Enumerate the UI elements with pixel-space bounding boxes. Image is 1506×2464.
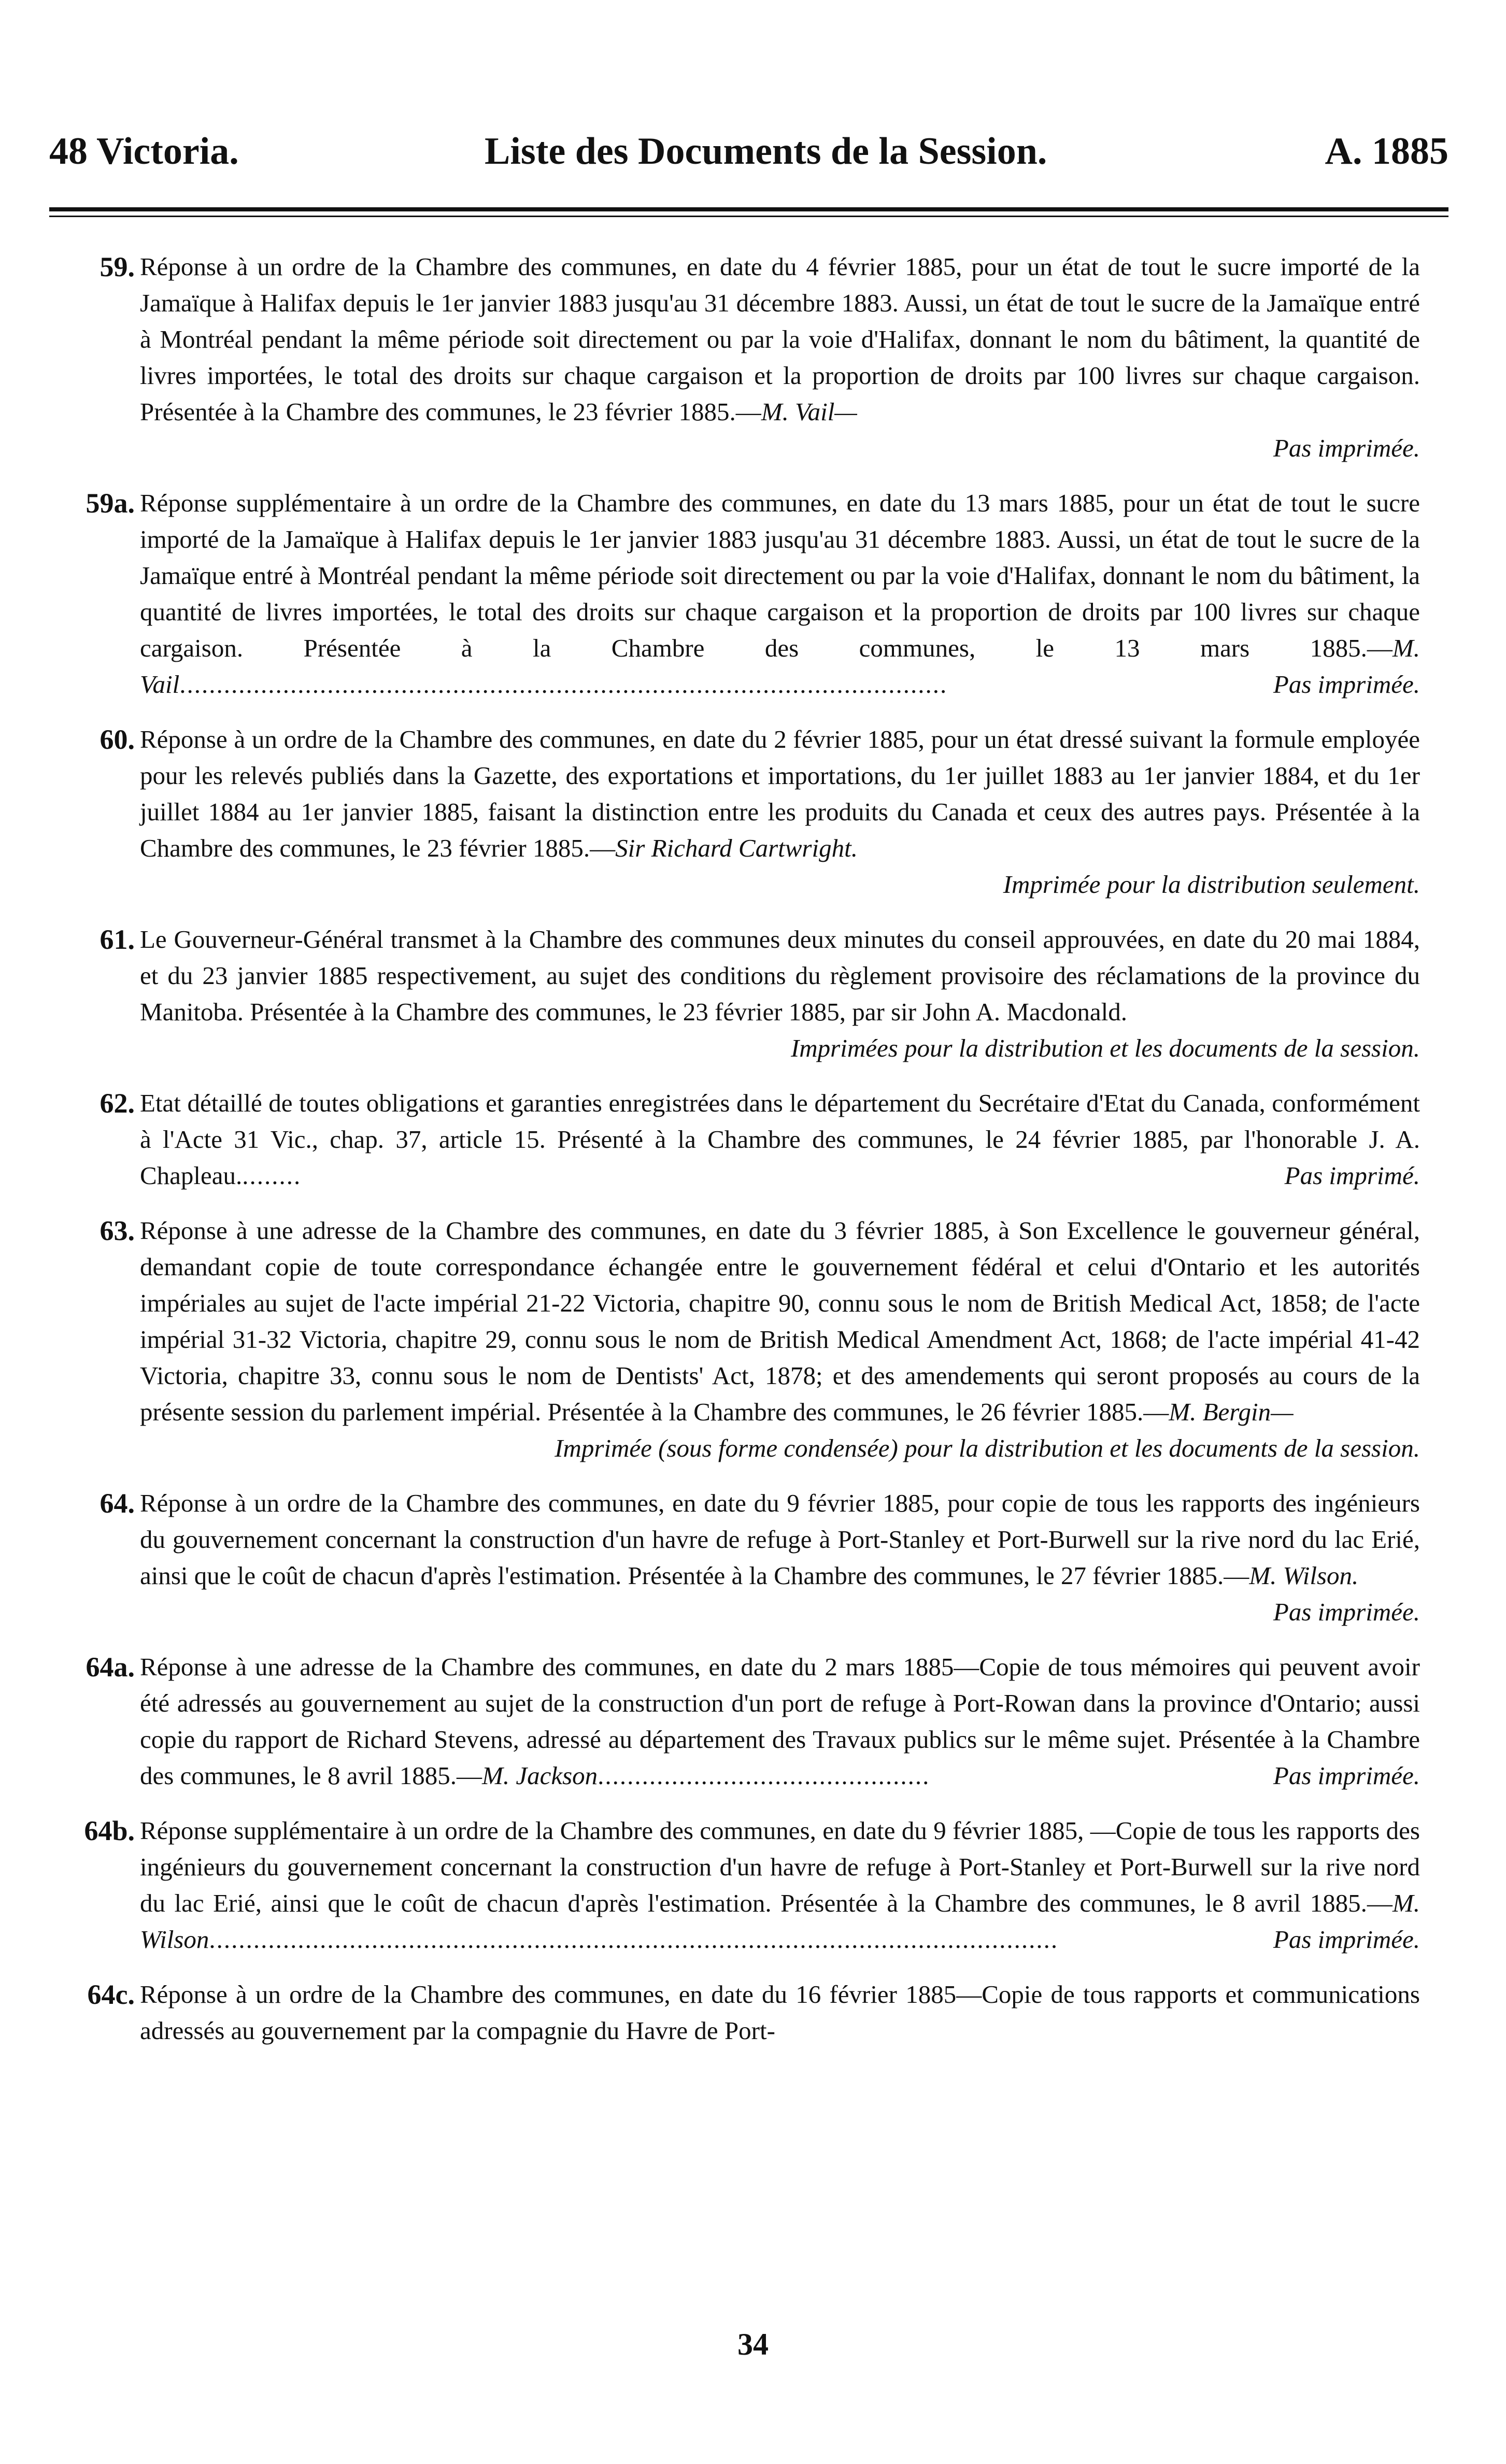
entry-number: 59a. bbox=[86, 488, 135, 519]
entry-number: 64. bbox=[100, 1488, 135, 1519]
entry-status: Pas imprimée. bbox=[1273, 434, 1420, 462]
entry-status: Pas imprimé. bbox=[1284, 1161, 1420, 1190]
document-entry bbox=[100, 921, 1420, 1066]
header-rule-thick bbox=[49, 207, 1448, 211]
entry-number: 63. bbox=[100, 1215, 135, 1246]
entry-presenter: M. Vail— bbox=[761, 397, 857, 426]
entry-number: 64b. bbox=[84, 1815, 135, 1846]
document-entry bbox=[100, 1085, 1420, 1194]
header-year: A. 1885 bbox=[1325, 130, 1448, 173]
page-header bbox=[49, 130, 1448, 187]
entry-text: Réponse supplémentaire à un ordre de la Chambre des communes, en date du 9 février 1885, —Copie de tous les rapports des ingénieurs du gouvernement concernant la construction d'un havre de refuge à Port-Stanley et Port-Burwell sur la rive nord du lac Erié, ainsi que le coût de chacun d'après l'estimation. Présentée à la Chambre des communes, le 8 avril 1885.— bbox=[140, 1816, 1420, 1917]
entry-leader-dots: ............................................. bbox=[598, 1761, 930, 1790]
entry-number: 64c. bbox=[87, 1979, 135, 2010]
entry-status: Pas imprimée. bbox=[1273, 1925, 1420, 1954]
entry-number: 61. bbox=[100, 924, 135, 955]
entry-text: Réponse à un ordre de la Chambre des communes, en date du 2 février 1885, pour un état dressé suivant la formule employée pour les relevés publiés dans la Gazette, des exportations et importations, du 1er juillet 1883 au 1er janvier 1884, et du 1er juillet 1884 au 1er janvier 1885, faisant la distinction entre les produits du Canada et ceux des autres pays. Présentée à la Chambre des communes, le 23 février 1885.— bbox=[140, 725, 1420, 862]
page-number: 34 bbox=[737, 2327, 769, 2361]
header-session-volume: 48 Victoria. bbox=[49, 130, 239, 173]
entry-presenter: M. Bergin— bbox=[1169, 1398, 1294, 1426]
header-rule-thin bbox=[49, 216, 1448, 217]
entry-status: Imprimée (sous forme condensée) pour la distribution et les documents de la session. bbox=[555, 1434, 1420, 1462]
entry-status: Imprimée pour la distribution seulement. bbox=[1003, 870, 1420, 899]
document-list bbox=[84, 249, 1420, 2068]
entry-presenter: Sir Richard Cartwright. bbox=[615, 834, 858, 862]
document-entry bbox=[100, 1485, 1420, 1630]
entry-presenter: M. Vail bbox=[140, 634, 1420, 699]
document-entry bbox=[87, 1976, 1420, 2049]
entry-text: Réponse à un ordre de la Chambre des communes, en date du 16 février 1885—Copie de tous rapports et communications adressés au gouvernement par la compagnie du Havre de Port- bbox=[140, 1980, 1420, 2045]
entry-leader-dots: ................................................................................................................... bbox=[209, 1925, 1059, 1954]
entry-text: Réponse à une adresse de la Chambre des communes, en date du 2 mars 1885—Copie de tous mémoires qui peuvent avoir été adressés au gouvernement au sujet de la construction d'un port de refuge à Port-Rowan dans la province d'Ontario; aussi copie du rapport de Richard Stevens, adressé au département des Travaux publics sur le même sujet. Présentée à la Chambre des communes, le 8 avril 1885.— bbox=[140, 1653, 1420, 1790]
entry-number: 59. bbox=[100, 251, 135, 282]
entry-number: 64a. bbox=[86, 1651, 135, 1683]
entry-status: Pas imprimée. bbox=[1273, 1761, 1420, 1790]
entry-presenter: M. Jackson bbox=[482, 1761, 598, 1790]
entry-text: Le Gouverneur-Général transmet à la Chambre des communes deux minutes du conseil approuvées, en date du 20 mai 1884, et du 23 janvier 1885 respectivement, au sujet des conditions du règlement provisoire des réclamations de la province du Manitoba. Présentée à la Chambre des communes, le 23 février 1885, par sir John A. Macdonald. bbox=[140, 925, 1420, 1026]
entry-text: Etat détaillé de toutes obligations et garanties enregistrées dans le département du Secrétaire d'Etat du Canada, conformément à l'Acte 31 Vic., chap. 37, article 15. Présenté à la Chambre des communes, le 24 février 1885, par l'honorable J. A. Chapleau. bbox=[140, 1089, 1420, 1190]
entry-number: 62. bbox=[100, 1088, 135, 1119]
document-entry bbox=[86, 485, 1420, 703]
document-entry bbox=[100, 1213, 1420, 1466]
entry-text: Réponse à un ordre de la Chambre des communes, en date du 4 février 1885, pour un état de tout le sucre importé de la Jamaïque à Halifax depuis le 1er janvier 1883 jusqu'au 31 décembre 1883. Aussi, un état de tout le sucre de la Jamaïque entré à Montréal pendant la même période soit directement ou par la voie d'Halifax, donnant le nom du bâtiment, la quantité de livres importées, le total des droits sur chaque cargaison et la proportion de droits par 100 livres sur chaque cargaison. Présentée à la Chambre des communes, le 23 février 1885.— bbox=[140, 252, 1420, 426]
entry-text: Réponse à une adresse de la Chambre des communes, en date du 3 février 1885, à Son Excellence le gouverneur général, demandant copie de toute correspondance échangée entre le gouvernement fédéral et celui d'Ontario et les autorités impériales au sujet de l'acte impérial 21-22 Victoria, chapitre 90, connu sous le nom de British Medical Act, 1858; de l'acte impérial 31-32 Victoria, chapitre 29, connu sous le nom de British Medical Amendment Act, 1868; de l'acte impérial 41-42 Victoria, chapitre 33, connu sous le nom de Dentists' Act, 1878; et des amendements qui seront proposés au cours de la présente session du parlement impérial. Présentée à la Chambre des communes, le 26 février 1885.— bbox=[140, 1216, 1420, 1426]
entry-text: Réponse à un ordre de la Chambre des communes, en date du 9 février 1885, pour copie de tous les rapports des ingénieurs du gouvernement concernant la construction d'un havre de refuge à Port-Stanley et Port-Burwell sur la rive nord du lac Erié, ainsi que le coût de chacun d'après l'estimation. Présentée à la Chambre des communes, le 27 février 1885.— bbox=[140, 1489, 1420, 1590]
entry-leader-dots: ........................................................................................................ bbox=[179, 670, 948, 699]
document-entry bbox=[86, 1649, 1420, 1794]
document-entry bbox=[100, 721, 1420, 903]
header-title: Liste des Documents de la Session. bbox=[485, 130, 1047, 173]
entry-presenter: M. Wilson. bbox=[1249, 1561, 1359, 1590]
entry-status: Imprimées pour la distribution et les documents de la session. bbox=[790, 1034, 1420, 1062]
entry-number: 60. bbox=[100, 724, 135, 755]
entry-leader-dots: ........ bbox=[242, 1161, 302, 1190]
entry-text: Réponse supplémentaire à un ordre de la Chambre des communes, en date du 13 mars 1885, pour un état de tout le sucre importé de la Jamaïque à Halifax depuis le 1er janvier 1883 jusqu'au 31 décembre 1883. Aussi, un état de tout le sucre de la Jamaïque entré à Montréal pendant la même période soit directement ou par la voie d'Halifax, donnant le nom du bâtiment, la quantité de livres importées, le total des droits sur chaque cargaison et la proportion de droits par 100 livres sur chaque cargaison. Présentée à la Chambre des communes, le 13 mars 1885.— bbox=[140, 489, 1420, 662]
entry-status: Pas imprimée. bbox=[1273, 670, 1420, 699]
entry-status: Pas imprimée. bbox=[1273, 1598, 1420, 1626]
document-entry bbox=[100, 249, 1420, 466]
document-entry bbox=[84, 1813, 1420, 1958]
entry-presenter: M. Wilson bbox=[140, 1889, 1420, 1954]
